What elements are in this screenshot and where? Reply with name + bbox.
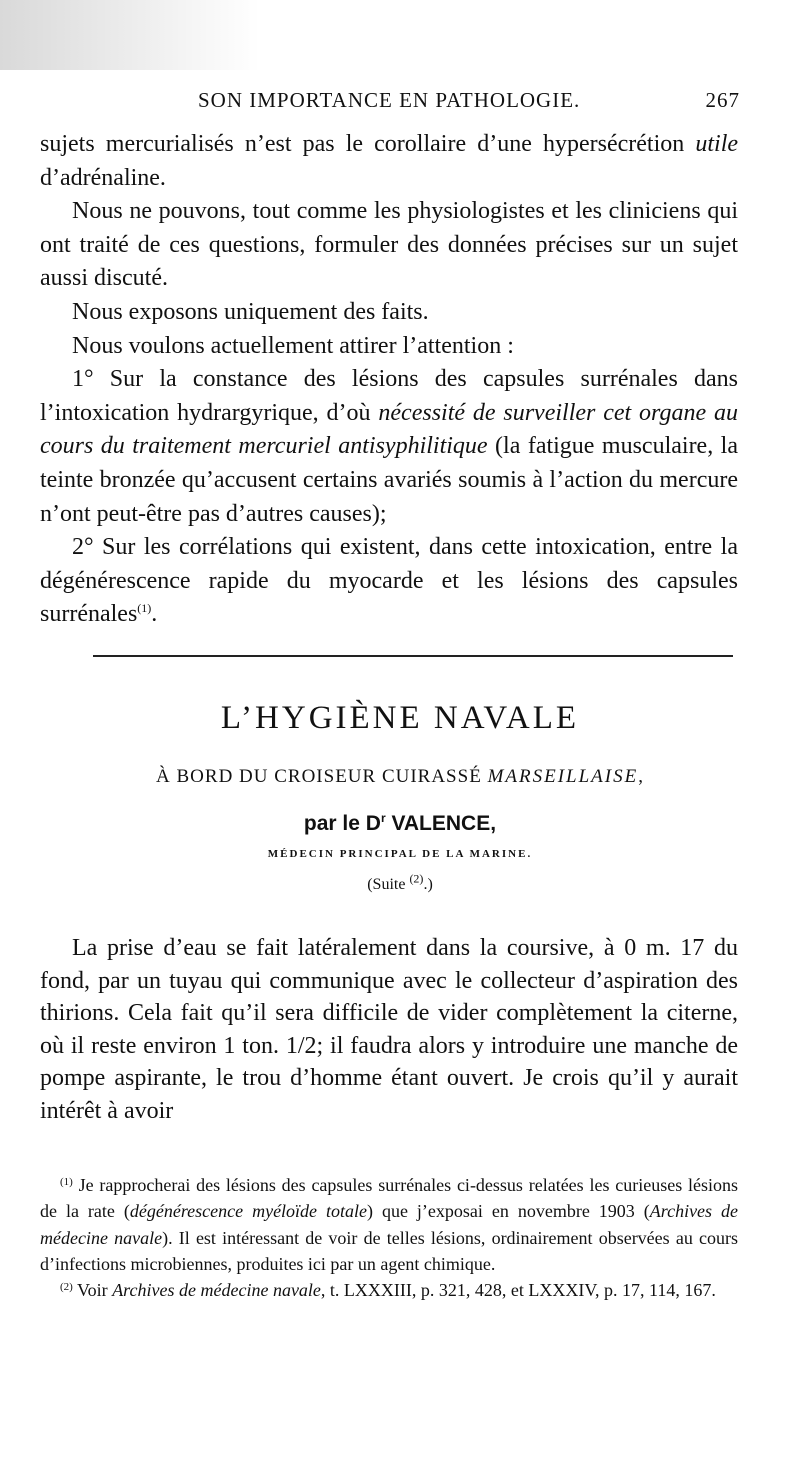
author-byline: par le $D^r$ VALENCE, — [303, 811, 497, 835]
paragraph-continuation: sujets mercurialisés n’est pas le corollaire d’une hypersécrétion utile d’adrénaline. — [40, 131, 739, 191]
paragraph: Nous exposons uniquement des faits. — [72, 298, 429, 325]
paragraph: Nous ne pouvons, tout comme les physiologistes et les cliniciens qui ont traité de ces questions, formuler des données précises sur un sujet aussi discuté. — [40, 198, 738, 292]
footnote-1: $^{(1)}$ Je rapprocherai des lésions des capsules surrénales ci-dessus relatées les curieuses lésions de la rate (dégénérescence myéloïde totale) que j’exposai en novembre 1903 (Archives de médecine navale). Il est intéressant de voir de telles lésions, ordinairement observées au cours d’infections microbiennes, produites ici par un agent chimique. — [40, 1175, 739, 1274]
running-title: SON IMPORTANCE EN PATHOLOGIE. — [198, 88, 581, 112]
article-body — [40, 932, 738, 1127]
paragraph: La prise d’eau se fait latéralement dans la coursive, à 0 m. 17 du fond, par un tuyau qui communique avec le collecteur d’aspiration des thirions. Cela fait qu’il sera difficile de vider complètement la citerne, où il reste environ 1 ton. 1/2; il faudra alors y introduire une manche de pompe aspirante, le trou d’homme étant ouvert. Je crois qu’il y aurait intérêt à avoir — [40, 935, 738, 1124]
paragraph-point-1: 1° Sur la constance des lésions des capsules surrénales dans l’intoxication hydrargyrique, d’où nécessité de surveiller cet organe au cours du traitement mercuriel antisyphilitique (la fatigue musculaire, la teinte bronzée qu’accusent certains avariés soumis à l’action du mercure n’ont peut-être pas d’autres causes); — [40, 366, 738, 527]
scan-gutter-shadow — [0, 0, 260, 70]
footnote-2: $^{(2)}$ Voir Archives de médecine navale, t. LXXXIII, p. 321, 428, et LXXXIV, p. 17, 114, 167. — [60, 1280, 716, 1301]
author-role: MÉDECIN PRINCIPAL DE LA MARINE. — [267, 848, 533, 860]
paragraph: Nous voulons actuellement attirer l’attention : — [72, 332, 514, 359]
running-header — [40, 88, 740, 118]
page-number: 267 — [705, 88, 740, 112]
preceding-article-text — [40, 128, 738, 632]
ship-name: MARSEILLAISE — [487, 766, 639, 787]
article-title: L’HYGIÈNE NAVALE — [220, 700, 580, 736]
italic-phrase: nécessité de surveiller cet organe au cours du traitement mercuriel antisyphilitique — [40, 399, 738, 460]
italic-word: utile — [695, 131, 739, 157]
section-divider — [93, 655, 733, 657]
continuation-note: (Suite $^{(2)}$.) — [367, 871, 433, 893]
footnotes — [40, 1172, 738, 1303]
footnote-ref: (1) — [137, 601, 152, 616]
paragraph-point-2: 2° Sur les corrélations qui existent, dans cette intoxication, entre la dégénérescence rapide du myocarde et les lésions des capsules surrénales$^{(1)}$. — [40, 534, 738, 628]
article-subtitle: À BORD DU CROISEUR CUIRASSÉ MARSEILLAISE, — [156, 766, 644, 787]
